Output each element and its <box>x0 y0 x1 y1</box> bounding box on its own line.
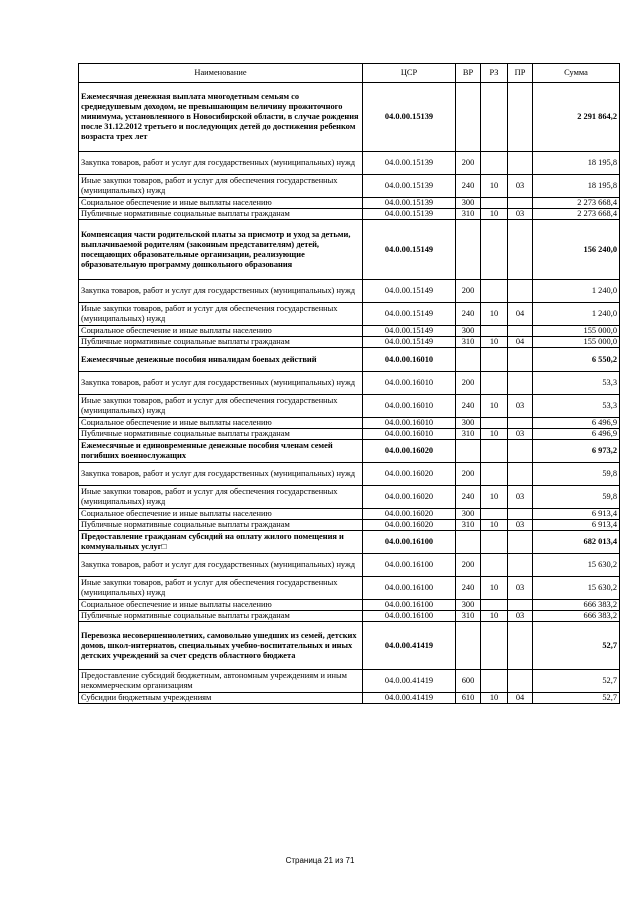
cell-sum: 15 630,2 <box>533 554 620 577</box>
table-row <box>79 175 620 198</box>
cell-csr: 04.0.00.15139 <box>363 198 456 209</box>
cell-rz <box>481 280 508 303</box>
cell-pr <box>508 220 533 280</box>
cell-csr: 04.0.00.41419 <box>363 622 456 670</box>
table-row <box>79 440 620 463</box>
cell-rz <box>481 531 508 554</box>
cell-name: Ежемесячная денежная выплата многодетным семьям со среднедушевым доходом, не превышающим величину прожиточного минимума, установленного в Новосибирской области, в случае рождения после 31.12.2012 третьего и последующих детей до достижения ребенком возраста трех лет <box>79 83 363 152</box>
cell-sum: 6 973,2 <box>533 440 620 463</box>
cell-vr: 310 <box>456 520 481 531</box>
cell-name: Публичные нормативные социальные выплаты гражданам <box>79 209 363 220</box>
cell-csr: 04.0.00.16100 <box>363 600 456 611</box>
cell-name: Публичные нормативные социальные выплаты гражданам <box>79 429 363 440</box>
cell-pr <box>508 198 533 209</box>
cell-sum: 59,8 <box>533 463 620 486</box>
cell-csr: 04.0.00.15139 <box>363 83 456 152</box>
cell-pr <box>508 372 533 395</box>
cell-vr: 300 <box>456 600 481 611</box>
budget-table-page <box>78 63 619 704</box>
cell-pr: 03 <box>508 395 533 418</box>
table-row <box>79 486 620 509</box>
cell-csr: 04.0.00.16010 <box>363 372 456 395</box>
cell-csr: 04.0.00.15149 <box>363 303 456 326</box>
cell-name: Публичные нормативные социальные выплаты гражданам <box>79 337 363 348</box>
cell-name: Перевозка несовершеннолетних, самовольно ушедших из семей, детских домов, школ-интернатов, специальных учебно-воспитательных и иных детских учреждений за счет средств областного бюджета <box>79 622 363 670</box>
table-row <box>79 463 620 486</box>
cell-sum: 666 383,2 <box>533 611 620 622</box>
cell-vr: 300 <box>456 509 481 520</box>
cell-name: Иные закупки товаров, работ и услуг для обеспечения государственных (муниципальных) нужд <box>79 395 363 418</box>
table-row <box>79 280 620 303</box>
header-name: Наименование <box>79 64 363 83</box>
cell-sum: 155 000,0 <box>533 337 620 348</box>
table-header-row <box>79 64 620 83</box>
cell-sum: 155 000,0 <box>533 326 620 337</box>
cell-sum: 6 913,4 <box>533 509 620 520</box>
cell-rz <box>481 348 508 372</box>
table-row <box>79 429 620 440</box>
cell-pr <box>508 326 533 337</box>
cell-pr: 03 <box>508 486 533 509</box>
cell-name: Закупка товаров, работ и услуг для государственных (муниципальных) нужд <box>79 463 363 486</box>
cell-rz: 10 <box>481 175 508 198</box>
table-row <box>79 152 620 175</box>
page-number: Страница 21 из 71 <box>285 856 355 865</box>
cell-name: Социальное обеспечение и иные выплаты населению <box>79 198 363 209</box>
cell-sum: 52,7 <box>533 693 620 704</box>
table-row <box>79 554 620 577</box>
cell-csr: 04.0.00.16100 <box>363 554 456 577</box>
cell-csr: 04.0.00.15139 <box>363 209 456 220</box>
header-pr: ПР <box>508 64 533 83</box>
table-row <box>79 622 620 670</box>
cell-pr <box>508 463 533 486</box>
cell-pr <box>508 83 533 152</box>
cell-pr <box>508 280 533 303</box>
cell-rz: 10 <box>481 395 508 418</box>
cell-sum: 6 913,4 <box>533 520 620 531</box>
header-vr: ВР <box>456 64 481 83</box>
cell-vr <box>456 83 481 152</box>
cell-name: Социальное обеспечение и иные выплаты населению <box>79 509 363 520</box>
cell-sum: 52,7 <box>533 670 620 693</box>
cell-name: Социальное обеспечение и иные выплаты населению <box>79 600 363 611</box>
table-row <box>79 326 620 337</box>
cell-csr: 04.0.00.16020 <box>363 440 456 463</box>
cell-vr: 200 <box>456 152 481 175</box>
table-row <box>79 220 620 280</box>
table-row <box>79 520 620 531</box>
cell-pr: 03 <box>508 175 533 198</box>
cell-csr: 04.0.00.16100 <box>363 611 456 622</box>
table-row <box>79 611 620 622</box>
cell-vr: 300 <box>456 418 481 429</box>
cell-pr: 03 <box>508 520 533 531</box>
cell-vr: 610 <box>456 693 481 704</box>
cell-sum: 53,3 <box>533 372 620 395</box>
cell-sum: 1 240,0 <box>533 280 620 303</box>
cell-sum: 1 240,0 <box>533 303 620 326</box>
cell-vr <box>456 531 481 554</box>
cell-name: Социальное обеспечение и иные выплаты населению <box>79 326 363 337</box>
cell-rz <box>481 152 508 175</box>
cell-csr: 04.0.00.16010 <box>363 395 456 418</box>
cell-sum: 2 273 668,4 <box>533 198 620 209</box>
cell-name: Закупка товаров, работ и услуг для государственных (муниципальных) нужд <box>79 372 363 395</box>
cell-rz: 10 <box>481 486 508 509</box>
cell-rz <box>481 220 508 280</box>
cell-sum: 59,8 <box>533 486 620 509</box>
cell-csr: 04.0.00.15149 <box>363 280 456 303</box>
cell-csr: 04.0.00.15149 <box>363 220 456 280</box>
table-row <box>79 693 620 704</box>
cell-sum: 666 383,2 <box>533 600 620 611</box>
cell-vr: 240 <box>456 395 481 418</box>
cell-vr <box>456 622 481 670</box>
cell-name: Публичные нормативные социальные выплаты гражданам <box>79 520 363 531</box>
cell-pr <box>508 670 533 693</box>
cell-pr <box>508 600 533 611</box>
table-row <box>79 198 620 209</box>
cell-vr <box>456 348 481 372</box>
cell-sum: 15 630,2 <box>533 577 620 600</box>
cell-vr <box>456 440 481 463</box>
cell-rz: 10 <box>481 303 508 326</box>
header-sum: Сумма <box>533 64 620 83</box>
cell-name: Ежемесячные денежные пособия инвалидам боевых действий <box>79 348 363 372</box>
cell-vr: 200 <box>456 463 481 486</box>
cell-name: Субсидии бюджетным учреждениям <box>79 693 363 704</box>
cell-name: Социальное обеспечение и иные выплаты населению <box>79 418 363 429</box>
cell-vr: 200 <box>456 372 481 395</box>
cell-csr: 04.0.00.16010 <box>363 418 456 429</box>
cell-pr <box>508 348 533 372</box>
table-row <box>79 531 620 554</box>
cell-vr: 310 <box>456 209 481 220</box>
cell-csr: 04.0.00.16010 <box>363 348 456 372</box>
cell-vr: 310 <box>456 337 481 348</box>
cell-name: Иные закупки товаров, работ и услуг для обеспечения государственных (муниципальных) нужд <box>79 486 363 509</box>
cell-name: Закупка товаров, работ и услуг для государственных (муниципальных) нужд <box>79 280 363 303</box>
table-row <box>79 303 620 326</box>
cell-rz <box>481 83 508 152</box>
cell-vr: 200 <box>456 554 481 577</box>
cell-name: Публичные нормативные социальные выплаты гражданам <box>79 611 363 622</box>
table-row <box>79 600 620 611</box>
cell-csr: 04.0.00.16020 <box>363 463 456 486</box>
table-row <box>79 418 620 429</box>
cell-name: Предоставление гражданам субсидий на оплату жилого помещения и коммунальных услуг□ <box>79 531 363 554</box>
table-row <box>79 577 620 600</box>
cell-vr: 240 <box>456 577 481 600</box>
table-row <box>79 348 620 372</box>
cell-pr: 03 <box>508 611 533 622</box>
cell-pr: 03 <box>508 577 533 600</box>
cell-rz <box>481 622 508 670</box>
cell-pr: 04 <box>508 337 533 348</box>
cell-csr: 04.0.00.41419 <box>363 693 456 704</box>
cell-vr: 200 <box>456 280 481 303</box>
cell-csr: 04.0.00.15139 <box>363 152 456 175</box>
cell-csr: 04.0.00.15149 <box>363 326 456 337</box>
cell-csr: 04.0.00.16100 <box>363 577 456 600</box>
cell-rz <box>481 509 508 520</box>
header-csr: ЦСР <box>363 64 456 83</box>
cell-csr: 04.0.00.15149 <box>363 337 456 348</box>
cell-vr: 310 <box>456 611 481 622</box>
cell-sum: 18 195,8 <box>533 175 620 198</box>
cell-rz: 10 <box>481 337 508 348</box>
cell-csr: 04.0.00.16020 <box>363 520 456 531</box>
cell-rz <box>481 326 508 337</box>
cell-rz <box>481 463 508 486</box>
cell-sum: 53,3 <box>533 395 620 418</box>
cell-vr: 240 <box>456 175 481 198</box>
cell-rz <box>481 600 508 611</box>
cell-csr: 04.0.00.41419 <box>363 670 456 693</box>
table-row <box>79 372 620 395</box>
cell-name: Иные закупки товаров, работ и услуг для обеспечения государственных (муниципальных) нужд <box>79 303 363 326</box>
cell-sum: 6 550,2 <box>533 348 620 372</box>
cell-vr: 240 <box>456 486 481 509</box>
table-row <box>79 209 620 220</box>
cell-vr: 240 <box>456 303 481 326</box>
cell-vr: 300 <box>456 198 481 209</box>
cell-rz <box>481 554 508 577</box>
cell-pr <box>508 554 533 577</box>
cell-rz: 10 <box>481 520 508 531</box>
table-row <box>79 670 620 693</box>
cell-pr: 04 <box>508 303 533 326</box>
cell-rz: 10 <box>481 577 508 600</box>
cell-rz <box>481 418 508 429</box>
cell-vr: 300 <box>456 326 481 337</box>
cell-pr <box>508 622 533 670</box>
cell-sum: 52,7 <box>533 622 620 670</box>
cell-name: Компенсация части родительской платы за присмотр и уход за детьми, выплачиваемой родителям (законным представителям) детей, посещающих образовательные организации, реализующие образовательную программу дошкольного образования <box>79 220 363 280</box>
cell-sum: 6 496,9 <box>533 418 620 429</box>
cell-name: Иные закупки товаров, работ и услуг для обеспечения государственных (муниципальных) нужд <box>79 577 363 600</box>
cell-vr: 310 <box>456 429 481 440</box>
cell-pr <box>508 440 533 463</box>
table-row <box>79 509 620 520</box>
cell-pr <box>508 509 533 520</box>
cell-name: Иные закупки товаров, работ и услуг для обеспечения государственных (муниципальных) нужд <box>79 175 363 198</box>
budget-table <box>78 63 620 704</box>
cell-csr: 04.0.00.16100 <box>363 531 456 554</box>
cell-pr: 04 <box>508 693 533 704</box>
cell-sum: 2 273 668,4 <box>533 209 620 220</box>
cell-sum: 18 195,8 <box>533 152 620 175</box>
cell-rz: 10 <box>481 611 508 622</box>
cell-csr: 04.0.00.15139 <box>363 175 456 198</box>
cell-name: Предоставление субсидий бюджетным, автономным учреждениям и иным некоммерческим организациям <box>79 670 363 693</box>
cell-rz: 10 <box>481 209 508 220</box>
cell-pr <box>508 531 533 554</box>
header-rz: РЗ <box>481 64 508 83</box>
cell-name: Ежемесячные и единовременные денежные пособия членам семей погибших военнослужащих <box>79 440 363 463</box>
cell-pr <box>508 152 533 175</box>
cell-pr: 03 <box>508 429 533 440</box>
cell-csr: 04.0.00.16010 <box>363 429 456 440</box>
cell-rz <box>481 372 508 395</box>
cell-rz <box>481 670 508 693</box>
cell-name: Закупка товаров, работ и услуг для государственных (муниципальных) нужд <box>79 152 363 175</box>
cell-pr <box>508 418 533 429</box>
cell-sum: 682 013,4 <box>533 531 620 554</box>
table-row <box>79 395 620 418</box>
table-body <box>79 83 620 704</box>
cell-rz <box>481 440 508 463</box>
cell-vr: 600 <box>456 670 481 693</box>
cell-csr: 04.0.00.16020 <box>363 486 456 509</box>
cell-vr <box>456 220 481 280</box>
cell-sum: 6 496,9 <box>533 429 620 440</box>
cell-pr: 03 <box>508 209 533 220</box>
cell-csr: 04.0.00.16020 <box>363 509 456 520</box>
cell-rz: 10 <box>481 693 508 704</box>
cell-sum: 156 240,0 <box>533 220 620 280</box>
cell-sum: 2 291 864,2 <box>533 83 620 152</box>
cell-rz <box>481 198 508 209</box>
table-row <box>79 337 620 348</box>
table-row <box>79 83 620 152</box>
cell-name: Закупка товаров, работ и услуг для государственных (муниципальных) нужд <box>79 554 363 577</box>
cell-rz: 10 <box>481 429 508 440</box>
